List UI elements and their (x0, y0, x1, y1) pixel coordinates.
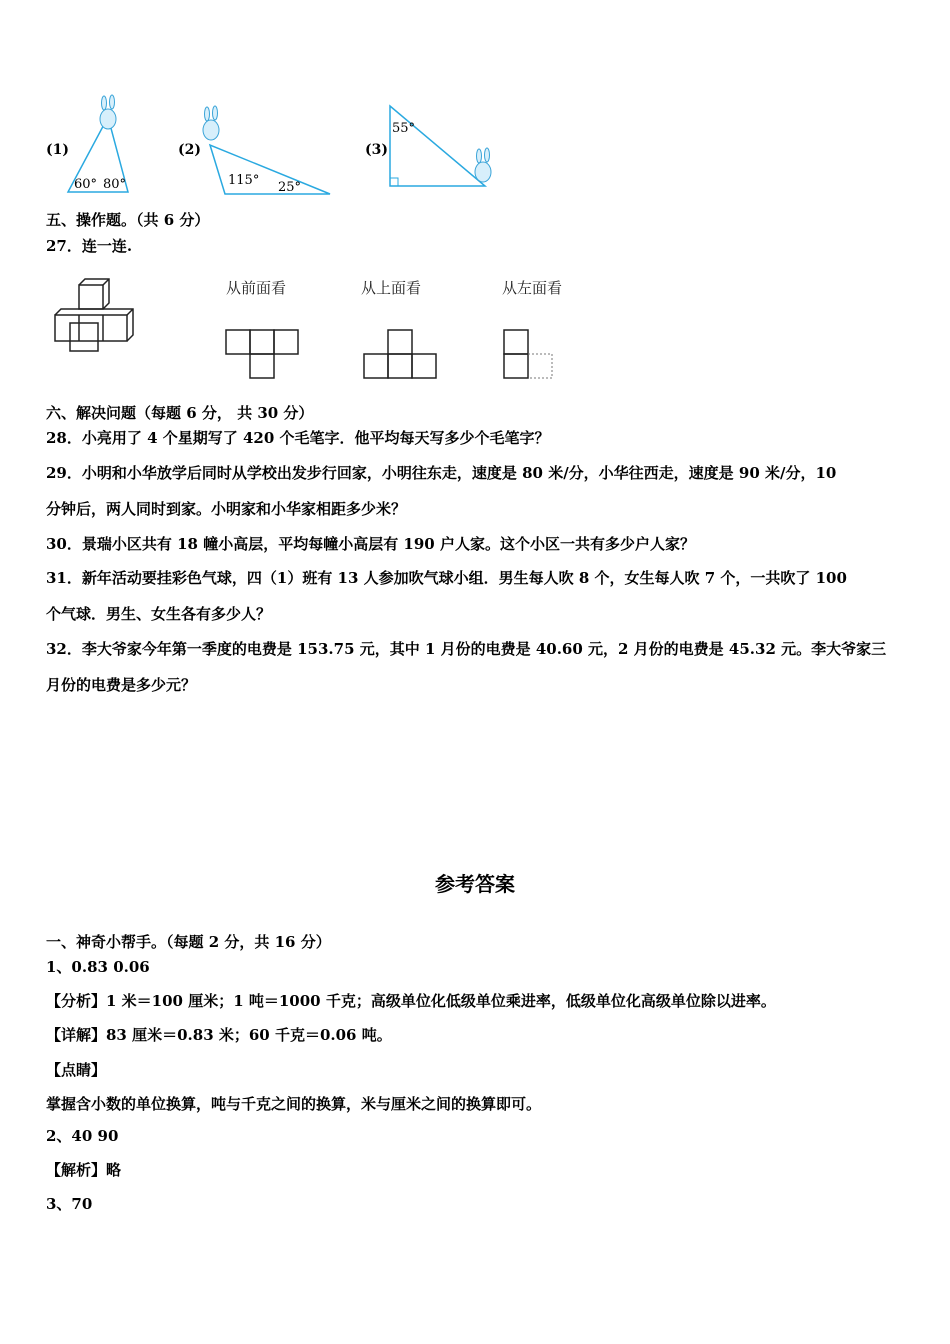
triangle-1-label: (1) (46, 142, 69, 158)
question-31-line-1: 31．新年活动要挂彩色气球，四（1）班有 13 人参加吹气球小组．男生每人吹 8 个，女生每人吹 7 个，一共吹了 100 (46, 569, 847, 587)
answers-title: 参考答案 (435, 872, 515, 896)
view-front-label: 从前面看 (226, 279, 287, 297)
triangle-2-figure (195, 100, 335, 200)
triangle-2-angle-b: 25° (278, 180, 302, 195)
triangle-3-figure (385, 100, 505, 200)
top-view-figure (362, 328, 442, 383)
cube-solid-figure (50, 275, 150, 355)
triangle-1-angle-a: 60° (74, 177, 98, 192)
question-32-line-1: 32．李大爷家今年第一季度的电费是 153.75 元，其中 1 月份的电费是 40.60 元，2 月份的电费是 45.32 元。李大爷家三 (46, 640, 887, 658)
question-30: 30．景瑞小区共有 18 幢小高层，平均每幢小高层有 190 户人家。这个小区一共有多少户人家？ (46, 535, 695, 553)
triangle-3-angle-a: 55° (392, 121, 416, 136)
answer-1-tip-label: 【点睛】 (46, 1061, 107, 1079)
front-view-figure (224, 328, 304, 383)
answer-1-tip: 掌握含小数的单位换算，吨与千克之间的换算，米与厘米之间的换算即可。 (46, 1095, 542, 1113)
answer-1-analysis: 【分析】1 米＝100 厘米；1 吨＝1000 千克；高级单位化低级单位乘进率，低级单位化高级单位除以进率。 (46, 992, 776, 1010)
answer-3: 3、70 (46, 1195, 93, 1213)
view-left-label: 从左面看 (502, 279, 563, 297)
rabbit-icon (100, 95, 116, 129)
triangle-2-label: (2) (178, 142, 201, 158)
answer-1: 1、0.83 0.06 (46, 958, 150, 976)
question-32-line-2: 月份的电费是多少元？ (46, 676, 197, 694)
question-29-line-2: 分钟后，两人同时到家。小明家和小华家相距多少米？ (46, 500, 407, 518)
view-top-label: 从上面看 (361, 279, 422, 297)
triangle-1-angle-b: 80° (103, 177, 127, 192)
triangle-3-label: (3) (365, 142, 388, 158)
rabbit-icon (203, 106, 219, 140)
question-28: 28．小亮用了 4 个星期写了 420 个毛笔字．他平均每天写多少个毛笔字？ (46, 429, 550, 447)
answer-1-detail: 【详解】83 厘米＝0.83 米；60 千克＝0.06 吨。 (46, 1026, 392, 1044)
question-27: 27．连一连. (46, 237, 133, 255)
answer-2: 2、40 90 (46, 1127, 119, 1145)
answer-2-analysis: 【解析】略 (46, 1161, 122, 1179)
answers-section-1-heading: 一、神奇小帮手。（每题 2 分，共 16 分） (46, 933, 331, 951)
rabbit-icon (475, 148, 491, 182)
section-5-heading: 五、操作题。（共 6 分） (46, 211, 210, 229)
section-6-heading: 六、解决问题（每题 6 分， 共 30 分） (46, 404, 314, 422)
question-29-line-1: 29．小明和小华放学后同时从学校出发步行回家，小明往东走，速度是 80 米/分，小华往西走，速度是 90 米/分，10 (46, 464, 837, 482)
triangle-2-angle-a: 115° (228, 173, 260, 188)
question-31-line-2: 个气球．男生、女生各有多少人？ (46, 605, 272, 623)
left-view-figure (502, 328, 562, 383)
